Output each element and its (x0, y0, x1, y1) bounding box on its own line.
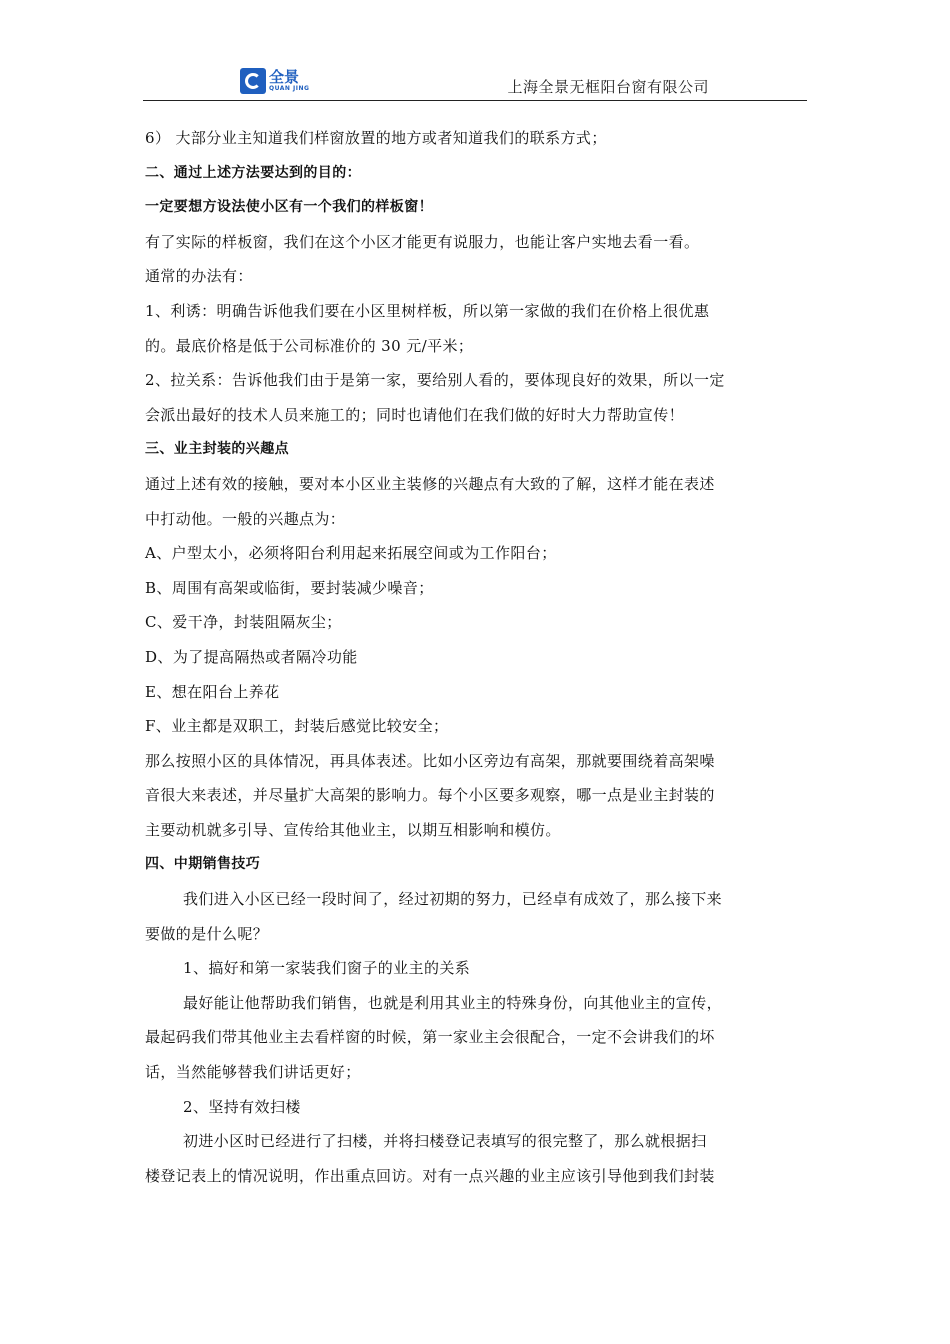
text-line: C、爱干净，封装阻隔灰尘； (145, 613, 342, 632)
text-line: 通常的办法有： (145, 267, 253, 286)
text-line: 2、拉关系：告诉他我们由于是第一家，要给别人看的，要体现良好的效果，所以一定 (145, 371, 725, 390)
text-line: 话，当然能够替我们讲话更好； (145, 1063, 361, 1082)
document-body (145, 121, 809, 1193)
text-line: 要做的是什么呢？ (145, 924, 269, 943)
text-line: 1、利诱：明确告诉他我们要在小区里树样板，所以第一家做的我们在价格上很优惠 (145, 301, 710, 320)
section-heading: 二、通过上述方法要达到的目的： (145, 164, 361, 181)
text-line: 会派出最好的技术人员来施工的；同时也请他们在我们做的好时大力帮助宣传！ (145, 405, 685, 424)
logo-icon (240, 68, 266, 94)
section-heading: 三、业主封装的兴趣点 (145, 441, 289, 458)
text-line: D、为了提高隔热或者隔冷功能 (145, 647, 358, 666)
text-line: 通过上述有效的接触，要对本小区业主装修的兴趣点有大致的了解，这样才能在表述 (145, 474, 715, 493)
section-heading: 四、中期销售技巧 (145, 856, 261, 873)
text-line: 1、搞好和第一家装我们窗子的业主的关系 (183, 959, 471, 978)
text-line: 6） 大部分业主知道我们样窗放置的地方或者知道我们的联系方式； (145, 129, 607, 147)
page-header (143, 62, 807, 101)
text-line: 中打动他。一般的兴趣点为： (145, 509, 346, 528)
text-line: 有了实际的样板窗，我们在这个小区才能更有说服力，也能让客户实地去看一看。 (145, 232, 700, 251)
text-line: 主要动机就多引导、宣传给其他业主，以期互相影响和模仿。 (145, 820, 561, 839)
text-line: 楼登记表上的情况说明，作出重点回访。对有一点兴趣的业主应该引导他到我们封装 (145, 1166, 715, 1185)
logo-subtext: QUAN JING (269, 85, 310, 92)
text-line: 的。最底价格是低于公司标准价的 30 元/平米； (145, 336, 474, 355)
text-line: 初进小区时已经进行了扫楼，并将扫楼登记表填写的很完整了，那么就根据扫 (183, 1132, 707, 1151)
text-line: 最起码我们带其他业主去看样窗的时候，第一家业主会很配合，一定不会讲我们的坏 (145, 1028, 715, 1047)
company-name: 上海全景无框阳台窗有限公司 (507, 78, 709, 96)
text-line: 我们进入小区已经一段时间了，经过初期的努力，已经卓有成效了，那么接下来 (183, 890, 723, 909)
company-logo (240, 66, 310, 96)
text-line: B、周围有高架或临街，要封装减少噪音； (145, 578, 434, 597)
section-heading: 一定要想方设法使小区有一个我们的样板窗！ (145, 199, 433, 216)
text-line: 音很大来表述，并尽量扩大高架的影响力。每个小区要多观察，哪一点是业主封装的 (145, 786, 715, 805)
text-line: A、户型太小，必须将阳台利用起来拓展空间或为工作阳台； (145, 544, 557, 563)
text-line: 最好能让他帮助我们销售，也就是利用其业主的特殊身份，向其他业主的宣传， (183, 993, 723, 1012)
text-line: E、想在阳台上养花 (145, 682, 280, 701)
logo-text: 全景 (269, 68, 300, 86)
text-line: 2、坚持有效扫楼 (183, 1097, 301, 1116)
text-line: 那么按照小区的具体情况，再具体表述。比如小区旁边有高架，那就要围绕着高架噪 (145, 751, 715, 770)
text-line: F、业主都是双职工，封装后感觉比较安全； (145, 717, 449, 736)
logo-text-group (269, 70, 309, 92)
